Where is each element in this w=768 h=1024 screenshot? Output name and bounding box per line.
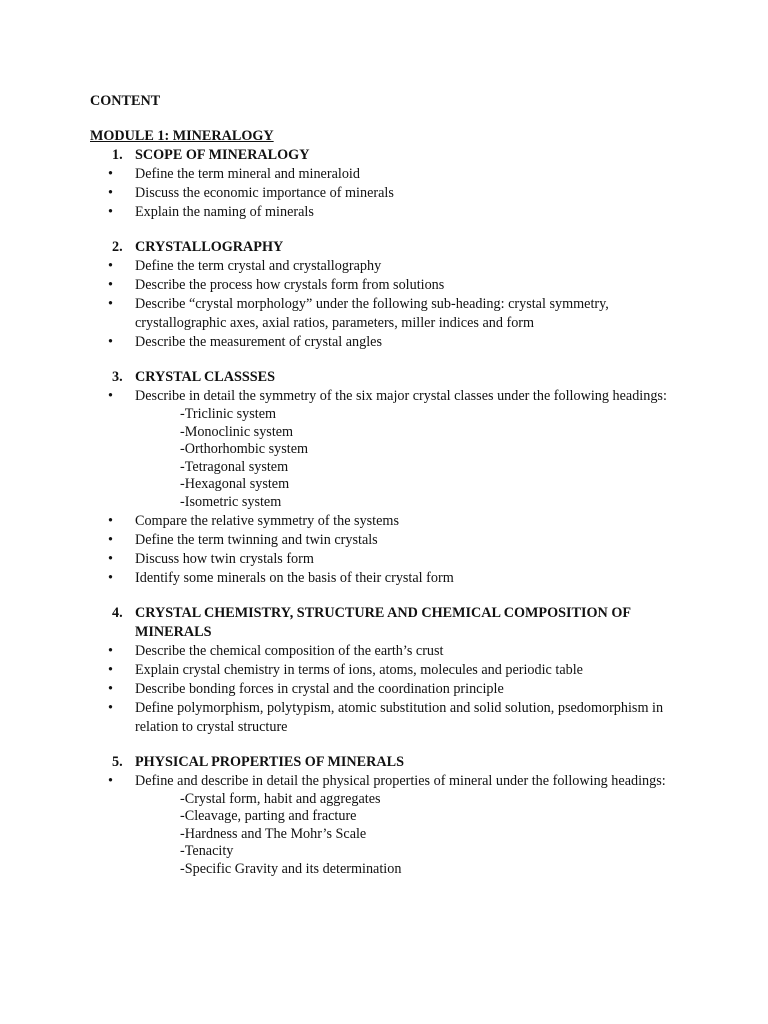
section-number: 1.	[112, 147, 123, 163]
bullet-list	[90, 165, 690, 222]
list-item	[90, 203, 690, 222]
list-item-text: Explain crystal chemistry in terms of ions, atoms, molecules and periodic table	[135, 661, 583, 678]
sub-list	[135, 791, 690, 879]
bullet-list	[90, 387, 690, 588]
sub-item: -Isometric system	[180, 493, 282, 510]
sections-list	[90, 146, 690, 879]
bullet-icon: •	[108, 680, 113, 697]
section-heading	[90, 238, 690, 257]
bullet-icon: •	[108, 258, 113, 274]
bullet-icon: •	[108, 661, 113, 678]
bullet-icon: •	[108, 512, 113, 529]
sub-item: -Triclinic system	[180, 406, 277, 422]
module-title: MODULE 1: MINERALOGY	[90, 128, 274, 144]
section-4	[90, 604, 690, 737]
bullet-list	[90, 642, 690, 737]
bullet-list	[90, 257, 690, 352]
section-heading	[90, 753, 690, 772]
list-item	[90, 333, 690, 352]
section-title: CRYSTALLOGRAPHY	[135, 239, 284, 255]
bullet-icon: •	[108, 699, 113, 716]
list-item-text: Discuss how twin crystals form	[135, 550, 314, 567]
sub-item: -Crystal form, habit and aggregates	[180, 790, 381, 807]
section-title: CRYSTAL CHEMISTRY, STRUCTURE AND CHEMICAL COMPOSITION OF MINERALS	[135, 604, 631, 640]
bullet-icon: •	[108, 388, 113, 404]
section-number: 2.	[112, 239, 123, 255]
sub-item: -Hexagonal system	[180, 476, 290, 493]
section-heading	[90, 146, 690, 165]
bullet-icon: •	[108, 185, 113, 201]
section-1	[90, 146, 690, 222]
list-item	[90, 165, 690, 184]
list-item	[90, 512, 690, 531]
list-item-text: Describe the measurement of crystal angles	[135, 334, 382, 350]
section-title: CRYSTAL CLASSSES	[135, 369, 275, 385]
list-item	[90, 184, 690, 203]
list-item-text: Define and describe in detail the physical properties of mineral under the following headings:	[135, 772, 666, 789]
document-page	[90, 92, 690, 895]
section-title: SCOPE OF MINERALOGY	[135, 147, 310, 163]
bullet-list	[90, 772, 690, 879]
section-number: 5.	[112, 753, 123, 770]
sub-item: -Tetragonal system	[180, 458, 289, 475]
list-item	[90, 680, 690, 699]
list-item-text: Explain the naming of minerals	[135, 204, 314, 220]
list-item-text: Define polymorphism, polytypism, atomic substitution and solid solution, psedomorphism in relation to crystal structure	[135, 699, 664, 735]
list-item	[90, 699, 690, 737]
list-item	[90, 257, 690, 276]
list-item-text: Describe “crystal morphology” under the following sub-heading: crystal symmetry, crystallographic axes, axial ratios, parameters, miller indices and form	[135, 296, 609, 331]
section-title: PHYSICAL PROPERTIES OF MINERALS	[135, 753, 404, 770]
sub-item: -Tenacity	[180, 843, 234, 860]
list-item-text: Identify some minerals on the basis of their crystal form	[135, 569, 454, 586]
section-2	[90, 238, 690, 352]
list-item-text: Compare the relative symmetry of the systems	[135, 512, 399, 529]
sub-item: -Specific Gravity and its determination	[180, 860, 402, 877]
bullet-icon: •	[108, 204, 113, 220]
bullet-icon: •	[108, 296, 113, 312]
bullet-icon: •	[108, 550, 113, 567]
list-item	[90, 387, 690, 512]
list-item-text: Describe in detail the symmetry of the six major crystal classes under the following headings:	[135, 388, 667, 404]
list-item-text: Discuss the economic importance of minerals	[135, 185, 394, 201]
content-title: CONTENT	[90, 93, 161, 109]
section-3	[90, 368, 690, 588]
bullet-icon: •	[108, 772, 113, 789]
sub-item: -Cleavage, parting and fracture	[180, 808, 357, 825]
list-item-text: Describe the process how crystals form from solutions	[135, 277, 445, 293]
bullet-icon: •	[108, 569, 113, 586]
list-item	[90, 569, 690, 588]
section-number: 4.	[112, 604, 123, 621]
sub-list	[135, 406, 690, 512]
bullet-icon: •	[108, 166, 113, 182]
list-item-text: Describe the chemical composition of the earth’s crust	[135, 642, 444, 659]
bullet-icon: •	[108, 334, 113, 350]
list-item	[90, 661, 690, 680]
list-item-text: Define the term mineral and mineraloid	[135, 166, 360, 182]
section-5	[90, 753, 690, 879]
list-item-text: Define the term crystal and crystallography	[135, 258, 382, 274]
list-item	[90, 772, 690, 879]
list-item	[90, 531, 690, 550]
bullet-icon: •	[108, 277, 113, 293]
sub-item: -Orthorhombic system	[180, 441, 309, 458]
section-heading	[90, 368, 690, 387]
sub-item: -Monoclinic system	[180, 423, 294, 440]
list-item	[90, 276, 690, 295]
list-item	[90, 550, 690, 569]
list-item-text: Define the term twinning and twin crystals	[135, 531, 378, 548]
section-heading	[90, 604, 690, 642]
bullet-icon: •	[108, 531, 113, 548]
list-item-text: Describe bonding forces in crystal and the coordination principle	[135, 680, 504, 697]
bullet-icon: •	[108, 642, 113, 659]
list-item	[90, 642, 690, 661]
sub-item: -Hardness and The Mohr’s Scale	[180, 825, 367, 842]
section-number: 3.	[112, 369, 123, 385]
list-item	[90, 295, 690, 333]
